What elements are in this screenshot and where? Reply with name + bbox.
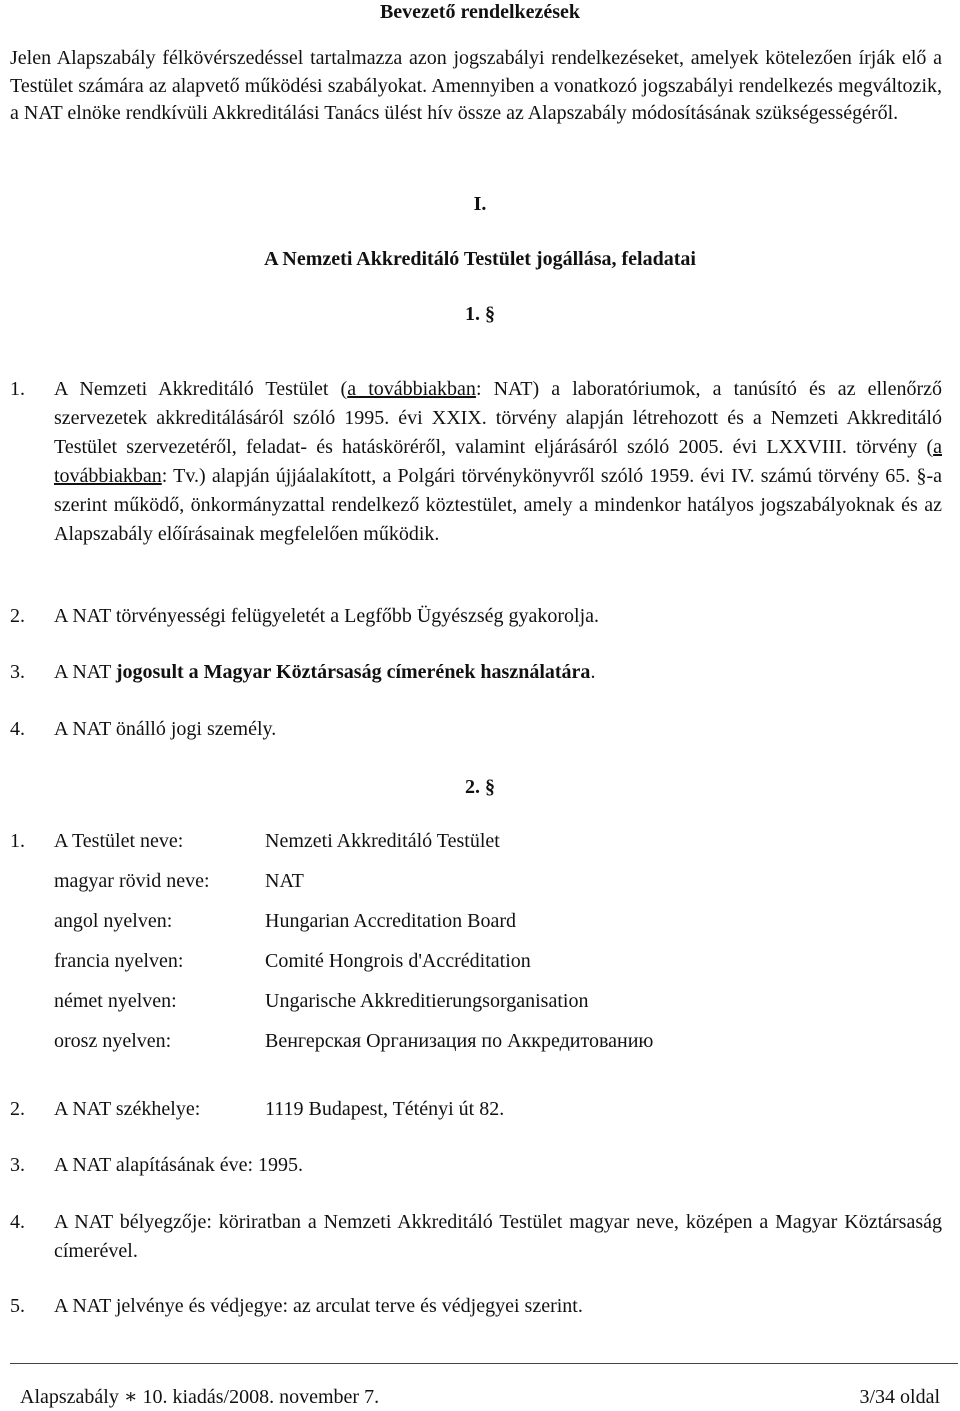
section-2-paragraph-3: A NAT alapításának éve: 1995. <box>54 1154 304 1176</box>
name-value: Nemzeti Akkreditáló Testület <box>265 830 500 852</box>
seat-label: A NAT székhelye: <box>54 1098 201 1120</box>
section-1-paragraph-3: A NAT jogosult a Magyar Köztársaság címerének használatára. <box>54 661 596 683</box>
name-label: francia nyelven: <box>54 950 184 972</box>
item-number: 4. <box>10 718 25 740</box>
item-number: 4. <box>10 1211 25 1233</box>
item-number: 3. <box>10 661 25 683</box>
section-2-paragraph-4: A NAT bélyegzője: köriratban a Nemzeti Akkreditáló Testület magyar neve, középen a Magyar Köztársaság címerével. <box>54 1211 942 1262</box>
section-1-heading: 1. § <box>465 303 495 325</box>
name-label: német nyelven: <box>54 990 177 1012</box>
section-2-paragraph-5: A NAT jelvénye és védjegye: az arculat terve és védjegyei szerint. <box>54 1295 583 1317</box>
item-number: 5. <box>10 1295 25 1317</box>
footer-document-info: Alapszabály ∗ 10. kiadás/2008. november 7. <box>20 1386 380 1408</box>
intro-text: Jelen Alapszabály félkövérszedéssel tartalmazza azon jogszabályi rendelkezéseket, amelyek kötelezően írják elő a Testület számára az alapvető működési szabályokat. Amennyiben a vonatkozó jogszabályi rendelkezés megváltozik, a NAT elnöke rendkívüli Akkreditálási Tanács ülést hív össze az Alapszabály módosításának szükségességéről. <box>10 47 942 125</box>
item-number: 2. <box>10 605 25 627</box>
page-number: 3/34 oldal <box>859 1386 940 1408</box>
name-label: magyar rövid neve: <box>54 870 210 892</box>
section-1-paragraph-2: A NAT törvényességi felügyeletét a Legfőbb Ügyészség gyakorolja. <box>54 605 600 627</box>
item-number: 3. <box>10 1154 25 1176</box>
name-value: Comité Hongrois d'Accréditation <box>265 950 531 972</box>
name-label: A Testület neve: <box>54 830 184 852</box>
section-1-paragraph-1: A Nemzeti Akkreditáló Testület (a továbbiakban: NAT) a laboratóriumok, a tanúsító és az ellenőrző szervezetek akkreditálásáról szóló 1995. évi XXIX. törvény alapján létrehozott és a Nemzeti Akkreditáló Testület szervezetéről, feladat- és hatásköréről, valamint eljárásáról szóló 2005. évi LXXVIII. törvény (a továbbiakban: Tv.) alapján újjáalakított, a Polgári törvénykönyvről szóló 1959. évi IV. számú törvény 65. §-a szerint működő, önkormányzattal rendelkező köztestület, amely a mindenkor hatályos jogszabályoknak és az Alapszabály előírásainak megfelelően működik. <box>54 378 942 545</box>
section-1-paragraph-4: A NAT önálló jogi személy. <box>54 718 277 740</box>
name-value: Hungarian Accreditation Board <box>265 910 517 932</box>
item-number: 1. <box>10 378 25 400</box>
item-number: 2. <box>10 1098 25 1120</box>
seat-value: 1119 Budapest, Tétényi út 82. <box>265 1098 505 1120</box>
name-label: orosz nyelven: <box>54 1030 172 1052</box>
intro-title: Bevezető rendelkezések <box>379 1 581 23</box>
name-label: angol nyelven: <box>54 910 173 932</box>
asterisk-icon: ∗ <box>123 1386 138 1408</box>
name-value: Венгерская Организация по Аккредитованию <box>265 1030 654 1052</box>
chapter-title: A Nemzeti Akkreditáló Testület jogállása, feladatai <box>264 248 696 270</box>
section-2-heading: 2. § <box>465 776 495 798</box>
name-value: NAT <box>265 870 304 892</box>
chapter-number: I. <box>473 193 487 215</box>
item-number: 1. <box>10 830 25 852</box>
footer-divider <box>10 1363 958 1364</box>
name-value: Ungarische Akkreditierungsorganisation <box>265 990 589 1012</box>
